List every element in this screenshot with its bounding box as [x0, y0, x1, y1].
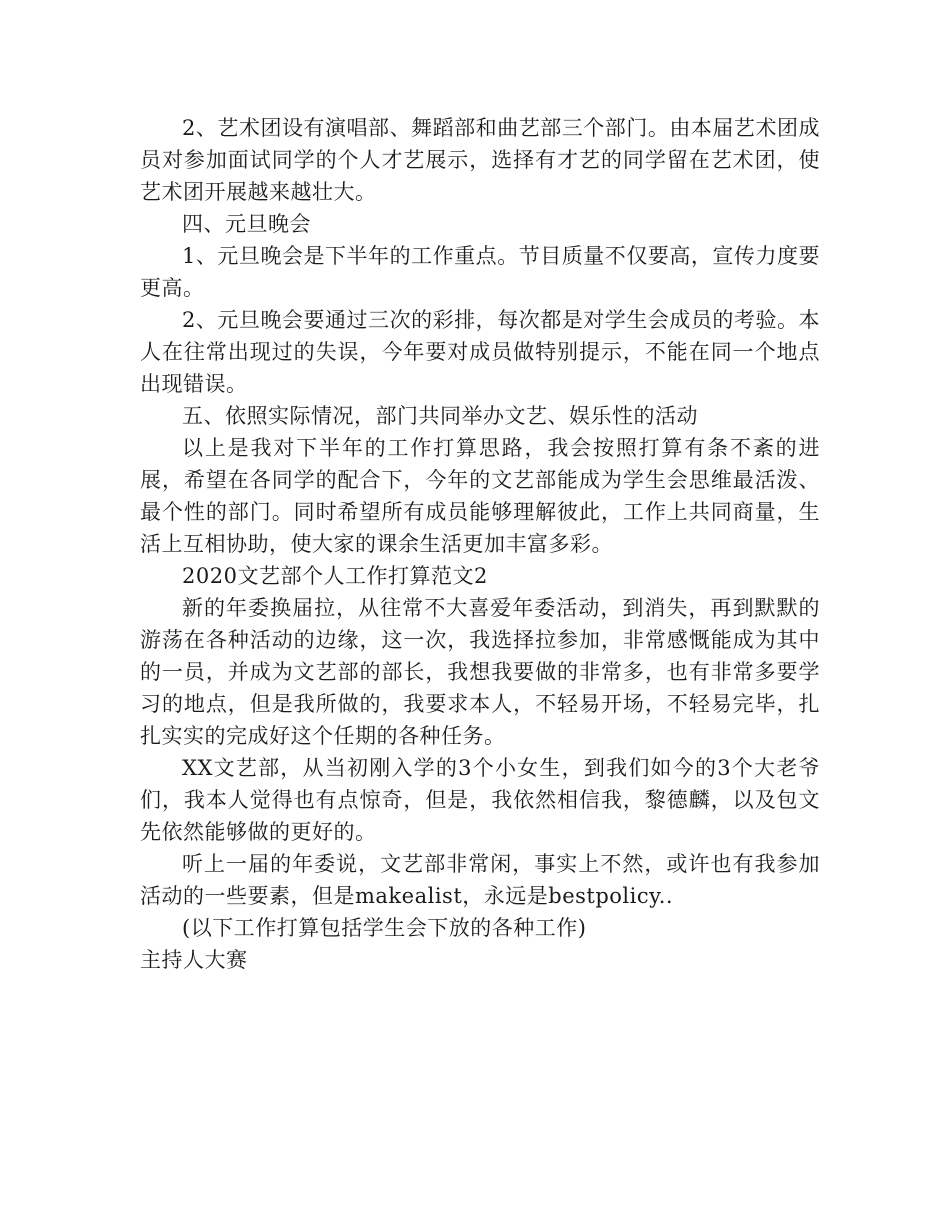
- heading-joint-activities: 五、依照实际情况，部门共同举办文艺、娱乐性的活动: [182, 404, 698, 428]
- paragraph-previous-committee: 听上一届的年委说，文艺部非常闲，事实上不然，或许也有我参加活动的一些要素，但是makealist，永远是bestpolicy..: [140, 852, 820, 908]
- heading-new-year-gala: 四、元旦晚会: [182, 212, 311, 236]
- paragraph-gala-rehearsal: 2、元旦晚会要通过三次的彩排，每次都是对学生会成员的考验。本人在往常出现过的失误，今年要对成员做特别提示，不能在同一个地点出现错误。: [140, 308, 820, 396]
- heading-host-contest: 主持人大赛: [140, 948, 248, 972]
- paragraph-committee-election: 新的年委换届拉，从往常不大喜爱年委活动，到消失，再到默默的游荡在各种活动的边缘，这一次，我选择拉参加，非常感慨能成为其中的一员，并成为文艺部的部长，我想我要做的非常多，也有非常多要学习的地点，但是我所做的，我要求本人，不轻易开场，不轻易完毕，扎扎实实的完成好这个任期的各种任务。: [140, 596, 820, 748]
- paragraph-work-scope-note: (以下工作打算包括学生会下放的各种工作): [182, 916, 587, 940]
- document-page: [140, 112, 820, 976]
- paragraph-plan-summary: 以上是我对下半年的工作打算思路，我会按照打算有条不紊的进展，希望在各同学的配合下，今年的文艺部能成为学生会思维最活泼、最个性的部门。同时希望所有成员能够理解彼此，工作上共同商量，生活上互相协助，使大家的课余生活更加丰富多彩。: [140, 436, 820, 556]
- paragraph-department-history: XX文艺部，从当初刚入学的3个小女生，到我们如今的3个大老爷们，我本人觉得也有点惊奇，但是，我依然相信我，黎德麟，以及包文先依然能够做的更好的。: [140, 756, 820, 844]
- paragraph-art-troupe: 2、艺术团设有演唱部、舞蹈部和曲艺部三个部门。由本届艺术团成员对参加面试同学的个人才艺展示，选择有才艺的同学留在艺术团，使艺术团开展越来越壮大。: [140, 116, 820, 204]
- section-title-sample-2: 2020文艺部个人工作打算范文2: [182, 564, 488, 588]
- paragraph-gala-focus: 1、元旦晚会是下半年的工作重点。节目质量不仅要高，宣传力度要更高。: [140, 244, 820, 300]
